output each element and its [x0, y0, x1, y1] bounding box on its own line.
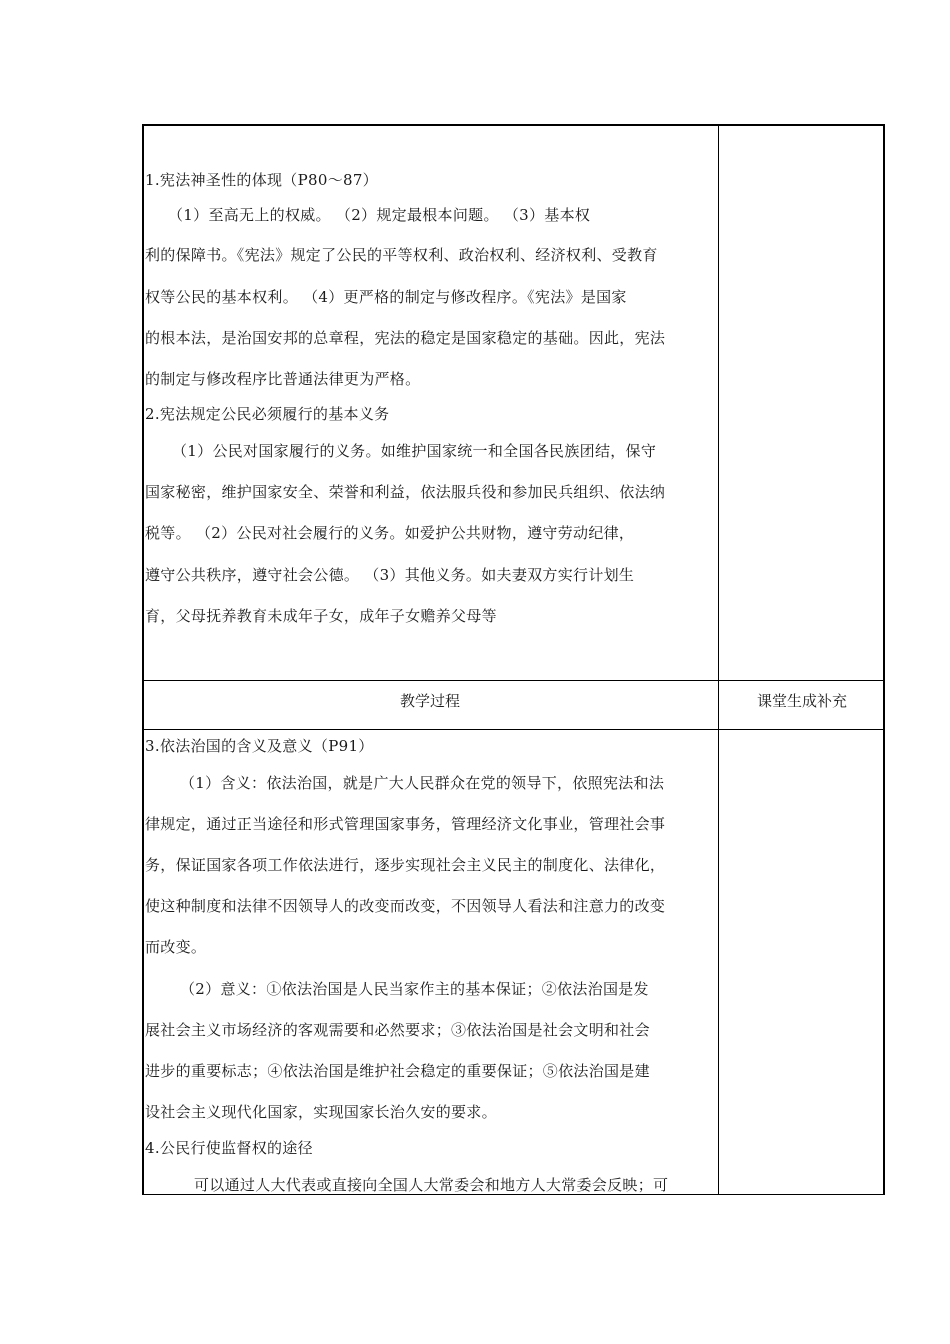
- paragraph-line: 育，父母抚养教育未成年子女，成年子女赡养父母等: [145, 607, 497, 625]
- header-top-border: [142, 680, 885, 681]
- column-divider: [718, 124, 719, 1195]
- paragraph-line: （1）至高无上的权威。 （2）规定最根本问题。 （3）基本权: [168, 206, 591, 224]
- heading-supervision-rights: 4.公民行使监督权的途径: [145, 1139, 313, 1157]
- paragraph-line: 展社会主义市场经济的客观需要和必然要求；③依法治国是社会文明和社会: [145, 1021, 650, 1039]
- paragraph-line: 可以通过人大代表或直接向全国人大常委会和地方人大常委会反映；可: [194, 1176, 669, 1194]
- paragraph-line: 的制定与修改程序比普通法律更为严格。: [145, 370, 421, 388]
- header-teaching-process: 教学过程: [399, 692, 461, 710]
- paragraph-line: 税等。 （2）公民对社会履行的义务。如爱护公共财物，遵守劳动纪律，: [145, 524, 635, 542]
- paragraph-line: 国家秘密，维护国家安全、荣誉和利益，依法服兵役和参加民兵组织、依法纳: [145, 483, 666, 501]
- content-table: [142, 124, 885, 1195]
- paragraph-line: 务，保证国家各项工作依法进行，逐步实现社会主义民主的制度化、法律化，: [145, 856, 666, 874]
- paragraph-line: 使这种制度和法律不因领导人的改变而改变，不因领导人看法和注意力的改变: [145, 897, 666, 915]
- heading-constitution-sanctity: 1.宪法神圣性的体现（P80～87）: [145, 171, 378, 189]
- section2-cell: [142, 730, 718, 1194]
- table-right-border: [883, 124, 885, 1195]
- paragraph-line: 遵守公共秩序，遵守社会公德。 （3）其他义务。如夫妻双方实行计划生: [145, 566, 635, 584]
- paragraph-line: 进步的重要标志；④依法治国是维护社会稳定的重要保证；⑤依法治国是建: [145, 1062, 650, 1080]
- paragraph-line: 权等公民的基本权利。 （4）更严格的制定与修改程序。《宪法》是国家: [145, 288, 627, 306]
- paragraph-line: 的根本法，是治国安邦的总章程，宪法的稳定是国家稳定的基础。因此，宪法: [145, 329, 666, 347]
- header-classroom-supplement: 课堂生成补充: [756, 692, 848, 710]
- paragraph-line: 设社会主义现代化国家，实现国家长治久安的要求。: [145, 1103, 497, 1121]
- paragraph-line: （1）含义：依法治国，就是广大人民群众在党的领导下，依照宪法和法: [180, 774, 665, 792]
- paragraph-line: 律规定，通过正当途径和形式管理国家事务，管理经济文化事业，管理社会事: [145, 815, 666, 833]
- paragraph-line: （2）意义：①依法治国是人民当家作主的基本保证；②依法治国是发: [180, 980, 649, 998]
- paragraph-line: （1）公民对国家履行的义务。如维护国家统一和全国各民族团结，保守: [172, 442, 657, 460]
- section1-cell: [142, 124, 718, 680]
- heading-rule-of-law: 3.依法治国的含义及意义（P91）: [145, 737, 374, 755]
- paragraph-line: 而改变。: [145, 938, 207, 956]
- heading-basic-duties: 2.宪法规定公民必须履行的基本义务: [145, 405, 390, 423]
- paragraph-line: 利的保障书。《宪法》规定了公民的平等权利、政治权利、经济权利、受教育: [145, 246, 658, 264]
